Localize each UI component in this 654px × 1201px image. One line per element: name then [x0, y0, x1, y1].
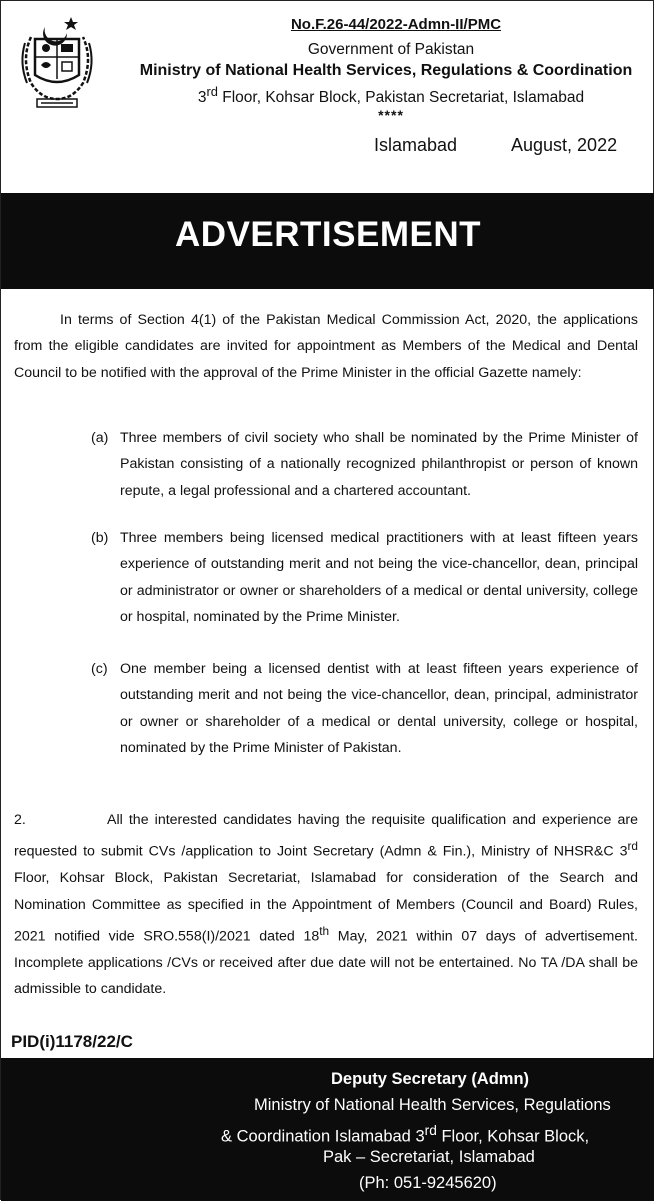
state-emblem-icon	[17, 13, 97, 111]
signatory-address-line-2: & Coordination Islamabad 3rd Floor, Kohsar Block,	[221, 1123, 590, 1146]
list-item-text: Three members being licensed medical practitioners with at least fifteen years experience of outstanding merit and not being the vice-chancellor, dean, principal or administrator or owner or shareholders of a medical or dental university, college or hospital, nominated by the Prime Minister.	[120, 530, 638, 625]
list-item-text: One member being a licensed dentist with at least fifteen years experience of outstanding merit and not being the vice-chancellor, dean, principal, administrator or owner or shareholder of a medical or dental university, college or hospital, nominated by the Prime Minister of Pakistan.	[120, 661, 638, 756]
header-separator: ****	[378, 107, 404, 123]
paragraph-number: 2.	[14, 812, 26, 828]
list-item	[91, 425, 638, 504]
signatory-address-line-3: Pak – Secretariat, Islamabad	[323, 1148, 535, 1166]
application-instructions: 2. All the interested candidates having the requisite qualification and experience are requested to submit CVs /application to Joint Secretary (Admn & Fin.), Ministry of NHSR&C 3rd Floor, Kohsar Block, Pakistan Secretariat, Islamabad for consideration of the Search and Nomination Committee as specified in the Appointment of Members (Council and Board) Rules, 2021 notified vide SRO.558(I)/2021 dated 18th May, 2021 within 07 days of advertisement. Incomplete applications /CVs or received after due date will not be entertained. No TA /DA shall be admissible to candidate.	[14, 807, 638, 1003]
list-item	[91, 525, 638, 630]
signatory-title: Deputy Secretary (Admn)	[331, 1070, 530, 1088]
government-name: Government of Pakistan	[307, 41, 475, 58]
page-title: ADVERTISEMENT	[175, 215, 481, 254]
issue-place: Islamabad	[374, 135, 458, 155]
list-item-label: (b)	[91, 530, 109, 546]
list-item-text: Three members of civil society who shall be nominated by the Prime Minister of Pakistan consisting of a nationally recognized philanthropist or person of known repute, a legal professional and a chartered accountant.	[120, 430, 638, 499]
issue-date: August, 2022	[511, 135, 618, 155]
signatory-phone: (Ph: 051-9245620)	[359, 1174, 497, 1192]
ministry-name: Ministry of National Health Services, Regulations & Coordination	[139, 62, 633, 79]
list-item-label: (c)	[91, 661, 108, 677]
pid-number: PID(i)1178/22/C	[11, 1032, 133, 1051]
signatory-address-line-1: Ministry of National Health Services, Regulations	[254, 1096, 611, 1114]
list-item-label: (a)	[91, 430, 109, 446]
reference-number: No.F.26-44/2022-Admn-II/PMC	[290, 16, 502, 33]
ministry-address: 3rd Floor, Kohsar Block, Pakistan Secretariat, Islamabad	[197, 84, 585, 107]
intro-paragraph: In terms of Section 4(1) of the Pakistan Medical Commission Act, 2020, the applications from the eligible candidates are invited for appointment as Members of the Medical and Dental Council to be notified with the approval of the Prime Minister in the official Gazette namely:	[14, 312, 638, 381]
list-item	[91, 656, 638, 761]
